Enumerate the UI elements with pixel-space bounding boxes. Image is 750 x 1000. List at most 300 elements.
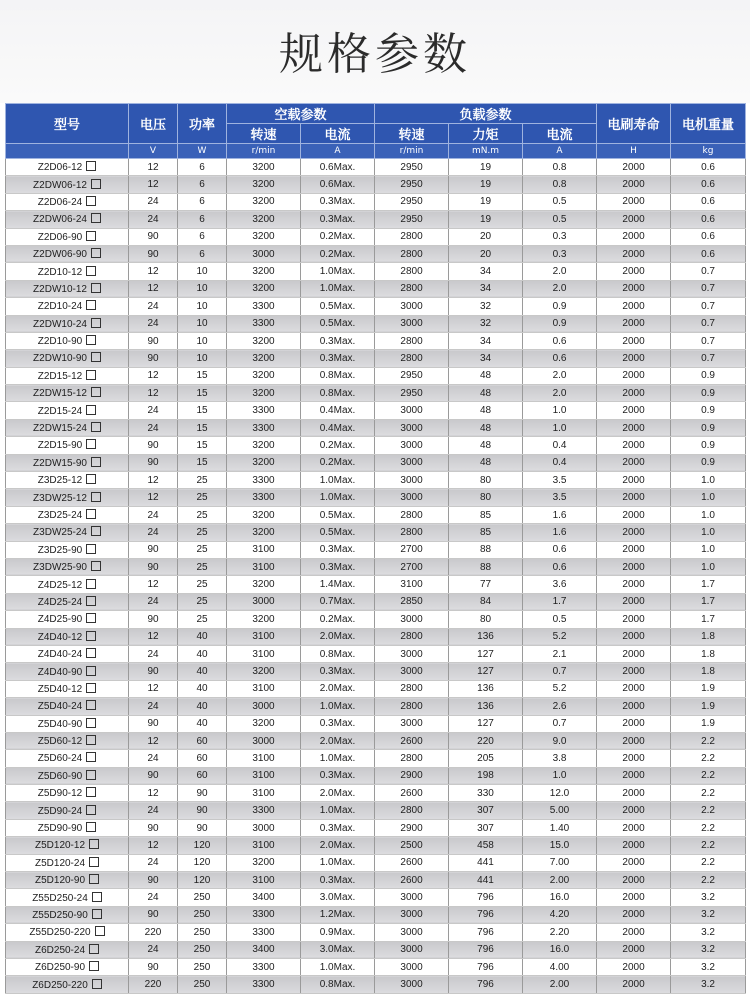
model-text: Z2D10-24 xyxy=(37,301,83,313)
cell-power: 10 xyxy=(178,332,227,349)
cell-load-torque: 458 xyxy=(449,837,523,854)
model-text: Z5D90-90 xyxy=(37,823,83,835)
cell-voltage: 24 xyxy=(129,941,178,958)
cell-voltage: 24 xyxy=(129,524,178,541)
model-text: Z2D06-24 xyxy=(37,196,83,208)
cell-weight: 0.9 xyxy=(671,437,746,454)
cell-brush-life: 2000 xyxy=(597,211,671,228)
cell-brush-life: 2000 xyxy=(597,941,671,958)
cell-no-load-current: 0.3Max. xyxy=(301,332,375,349)
cell-weight: 2.2 xyxy=(671,767,746,784)
cell-power: 6 xyxy=(178,245,227,262)
checkbox-square-icon xyxy=(86,370,96,380)
cell-model xyxy=(6,506,129,523)
table-row xyxy=(6,802,746,819)
cell-load-current: 2.00 xyxy=(523,872,597,889)
table-row xyxy=(6,193,746,210)
cell-load-speed: 3000 xyxy=(375,611,449,628)
cell-weight: 0.6 xyxy=(671,245,746,262)
cell-load-speed: 2800 xyxy=(375,680,449,697)
cell-load-speed: 2800 xyxy=(375,280,449,297)
cell-weight: 2.2 xyxy=(671,785,746,802)
checkbox-square-icon xyxy=(89,857,99,867)
cell-model xyxy=(6,437,129,454)
table-row xyxy=(6,872,746,889)
cell-no-load-current: 1.2Max. xyxy=(301,906,375,923)
cell-load-current: 7.00 xyxy=(523,854,597,871)
model-text: Z4D25-12 xyxy=(37,579,83,591)
checkbox-square-icon xyxy=(86,613,96,623)
cell-voltage: 12 xyxy=(129,576,178,593)
cell-no-load-speed: 3200 xyxy=(227,228,301,245)
cell-voltage: 90 xyxy=(129,715,178,732)
table-row xyxy=(6,663,746,680)
checkbox-square-icon xyxy=(86,735,96,745)
cell-load-torque: 85 xyxy=(449,506,523,523)
cell-load-torque: 48 xyxy=(449,454,523,471)
cell-no-load-speed: 3200 xyxy=(227,854,301,871)
cell-weight: 1.7 xyxy=(671,576,746,593)
cell-brush-life: 2000 xyxy=(597,767,671,784)
cell-brush-life: 2000 xyxy=(597,593,671,610)
model-text: Z2DW10-12 xyxy=(33,283,87,295)
cell-voltage: 12 xyxy=(129,263,178,280)
cell-no-load-current: 0.8Max. xyxy=(301,367,375,384)
cell-power: 40 xyxy=(178,628,227,645)
cell-load-torque: 32 xyxy=(449,298,523,315)
cell-brush-life: 2000 xyxy=(597,367,671,384)
cell-load-torque: 88 xyxy=(449,541,523,558)
model-text: Z3DW25-24 xyxy=(33,527,87,539)
header-load-current: 电流 xyxy=(523,124,597,144)
table-row xyxy=(6,715,746,732)
cell-voltage: 90 xyxy=(129,245,178,262)
checkbox-square-icon xyxy=(95,926,105,936)
cell-load-current: 0.6 xyxy=(523,332,597,349)
cell-load-current: 0.6 xyxy=(523,350,597,367)
cell-load-current: 1.0 xyxy=(523,767,597,784)
cell-weight: 1.0 xyxy=(671,541,746,558)
cell-load-current: 16.0 xyxy=(523,889,597,906)
model-text: Z2D10-90 xyxy=(37,336,83,348)
cell-voltage: 12 xyxy=(129,732,178,749)
cell-load-current: 0.3 xyxy=(523,228,597,245)
checkbox-square-icon xyxy=(86,266,96,276)
cell-weight: 3.2 xyxy=(671,924,746,941)
cell-load-current: 2.0 xyxy=(523,385,597,402)
cell-voltage: 90 xyxy=(129,437,178,454)
cell-power: 25 xyxy=(178,576,227,593)
cell-no-load-current: 0.3Max. xyxy=(301,663,375,680)
header-model: 型号 xyxy=(6,104,129,144)
cell-load-torque: 48 xyxy=(449,367,523,384)
cell-load-current: 0.9 xyxy=(523,298,597,315)
table-row xyxy=(6,280,746,297)
table-row xyxy=(6,628,746,645)
cell-power: 25 xyxy=(178,558,227,575)
cell-power: 25 xyxy=(178,611,227,628)
cell-model xyxy=(6,315,129,332)
checkbox-square-icon xyxy=(86,648,96,658)
model-text: Z3D25-24 xyxy=(37,510,83,521)
model-text: Z2DW06-12 xyxy=(33,179,87,191)
unit-load-current: A xyxy=(523,144,597,159)
cell-power: 10 xyxy=(178,263,227,280)
cell-brush-life: 2000 xyxy=(597,193,671,210)
cell-no-load-current: 0.2Max. xyxy=(301,611,375,628)
cell-load-torque: 796 xyxy=(449,906,523,923)
cell-weight: 1.7 xyxy=(671,611,746,628)
cell-model xyxy=(6,750,129,767)
cell-power: 10 xyxy=(178,298,227,315)
cell-no-load-speed: 3100 xyxy=(227,872,301,889)
table-row xyxy=(6,941,746,958)
cell-load-current: 5.2 xyxy=(523,628,597,645)
cell-load-speed: 2850 xyxy=(375,593,449,610)
cell-power: 25 xyxy=(178,541,227,558)
checkbox-square-icon xyxy=(91,387,101,397)
cell-power: 60 xyxy=(178,767,227,784)
cell-load-torque: 796 xyxy=(449,976,523,993)
cell-voltage: 24 xyxy=(129,750,178,767)
cell-weight: 3.2 xyxy=(671,958,746,975)
cell-weight: 1.0 xyxy=(671,524,746,541)
cell-model xyxy=(6,767,129,784)
cell-no-load-speed: 3200 xyxy=(227,367,301,384)
cell-power: 250 xyxy=(178,906,227,923)
cell-brush-life: 2000 xyxy=(597,385,671,402)
cell-no-load-current: 0.3Max. xyxy=(301,767,375,784)
cell-weight: 0.6 xyxy=(671,159,746,176)
cell-voltage: 220 xyxy=(129,924,178,941)
cell-voltage: 24 xyxy=(129,315,178,332)
cell-no-load-current: 2.0Max. xyxy=(301,785,375,802)
cell-load-torque: 19 xyxy=(449,176,523,193)
cell-brush-life: 2000 xyxy=(597,315,671,332)
cell-model xyxy=(6,698,129,715)
cell-no-load-current: 0.5Max. xyxy=(301,315,375,332)
cell-power: 250 xyxy=(178,924,227,941)
table-row xyxy=(6,437,746,454)
cell-no-load-current: 2.0Max. xyxy=(301,628,375,645)
cell-load-torque: 85 xyxy=(449,524,523,541)
cell-brush-life: 2000 xyxy=(597,176,671,193)
cell-no-load-speed: 3300 xyxy=(227,489,301,506)
cell-voltage: 90 xyxy=(129,350,178,367)
cell-power: 10 xyxy=(178,315,227,332)
cell-load-torque: 88 xyxy=(449,558,523,575)
cell-weight: 1.9 xyxy=(671,698,746,715)
cell-weight: 0.7 xyxy=(671,332,746,349)
cell-model xyxy=(6,159,129,176)
checkbox-square-icon xyxy=(89,961,99,971)
cell-brush-life: 2000 xyxy=(597,611,671,628)
cell-weight: 3.2 xyxy=(671,976,746,993)
cell-power: 6 xyxy=(178,159,227,176)
cell-no-load-current: 0.3Max. xyxy=(301,211,375,228)
cell-load-current: 0.3 xyxy=(523,245,597,262)
cell-power: 15 xyxy=(178,367,227,384)
cell-voltage: 12 xyxy=(129,472,178,489)
cell-power: 40 xyxy=(178,663,227,680)
cell-weight: 0.7 xyxy=(671,280,746,297)
cell-no-load-current: 0.3Max. xyxy=(301,193,375,210)
model-text: Z5D120-12 xyxy=(34,840,86,852)
checkbox-square-icon xyxy=(86,544,96,554)
cell-voltage: 90 xyxy=(129,228,178,245)
cell-power: 90 xyxy=(178,785,227,802)
model-text: Z5D40-24 xyxy=(37,701,83,713)
cell-brush-life: 2000 xyxy=(597,472,671,489)
cell-model xyxy=(6,367,129,384)
cell-no-load-current: 0.9Max. xyxy=(301,924,375,941)
cell-load-torque: 48 xyxy=(449,402,523,419)
cell-power: 15 xyxy=(178,454,227,471)
cell-weight: 1.9 xyxy=(671,715,746,732)
model-text: Z6D250-24 xyxy=(34,944,86,956)
cell-no-load-current: 0.2Max. xyxy=(301,454,375,471)
header-load: 负载参数 xyxy=(375,104,597,124)
cell-no-load-current: 0.8Max. xyxy=(301,976,375,993)
cell-load-current: 0.7 xyxy=(523,663,597,680)
cell-load-torque: 20 xyxy=(449,228,523,245)
model-text: Z2D06-90 xyxy=(37,231,83,243)
cell-model xyxy=(6,976,129,993)
checkbox-square-icon xyxy=(91,179,101,189)
cell-load-torque: 19 xyxy=(449,159,523,176)
cell-no-load-speed: 3200 xyxy=(227,454,301,471)
header-brush-life: 电刷寿命 xyxy=(597,104,671,144)
table-row xyxy=(6,819,746,836)
cell-brush-life: 2000 xyxy=(597,506,671,523)
cell-brush-life: 2000 xyxy=(597,159,671,176)
unit-load-speed: r/min xyxy=(375,144,449,159)
cell-voltage: 12 xyxy=(129,628,178,645)
model-text: Z3DW25-90 xyxy=(33,562,87,574)
cell-brush-life: 2000 xyxy=(597,785,671,802)
cell-load-current: 15.0 xyxy=(523,837,597,854)
cell-no-load-speed: 3100 xyxy=(227,558,301,575)
cell-no-load-speed: 3200 xyxy=(227,280,301,297)
cell-weight: 2.2 xyxy=(671,750,746,767)
table-row xyxy=(6,680,746,697)
model-text: Z5D60-90 xyxy=(37,770,83,782)
header-no-load-speed: 转速 xyxy=(227,124,301,144)
cell-model xyxy=(6,889,129,906)
cell-load-speed: 2800 xyxy=(375,524,449,541)
cell-model xyxy=(6,454,129,471)
cell-power: 250 xyxy=(178,958,227,975)
cell-power: 40 xyxy=(178,698,227,715)
cell-brush-life: 2000 xyxy=(597,332,671,349)
model-text: Z5D60-12 xyxy=(37,736,83,748)
cell-model xyxy=(6,680,129,697)
cell-load-torque: 19 xyxy=(449,193,523,210)
cell-no-load-speed: 3000 xyxy=(227,698,301,715)
cell-no-load-speed: 3400 xyxy=(227,941,301,958)
model-text: Z4D25-24 xyxy=(37,596,83,608)
cell-no-load-speed: 3100 xyxy=(227,837,301,854)
cell-voltage: 12 xyxy=(129,159,178,176)
cell-weight: 0.9 xyxy=(671,402,746,419)
cell-load-speed: 2500 xyxy=(375,837,449,854)
cell-load-torque: 80 xyxy=(449,489,523,506)
cell-load-torque: 127 xyxy=(449,715,523,732)
cell-no-load-current: 1.0Max. xyxy=(301,472,375,489)
cell-voltage: 90 xyxy=(129,958,178,975)
cell-load-speed: 2600 xyxy=(375,854,449,871)
cell-no-load-current: 1.0Max. xyxy=(301,698,375,715)
cell-load-speed: 3000 xyxy=(375,906,449,923)
cell-voltage: 24 xyxy=(129,193,178,210)
cell-no-load-speed: 3200 xyxy=(227,211,301,228)
checkbox-square-icon xyxy=(86,596,96,606)
cell-no-load-current: 0.7Max. xyxy=(301,593,375,610)
cell-load-speed: 2800 xyxy=(375,332,449,349)
cell-load-current: 4.20 xyxy=(523,906,597,923)
cell-model xyxy=(6,211,129,228)
checkbox-square-icon xyxy=(91,422,101,432)
table-row xyxy=(6,593,746,610)
checkbox-square-icon xyxy=(86,405,96,415)
cell-brush-life: 2000 xyxy=(597,732,671,749)
cell-load-speed: 3000 xyxy=(375,645,449,662)
model-text: Z5D60-24 xyxy=(37,753,83,765)
cell-load-torque: 77 xyxy=(449,576,523,593)
table-row xyxy=(6,315,746,332)
cell-no-load-current: 0.2Max. xyxy=(301,245,375,262)
cell-model xyxy=(6,419,129,436)
cell-load-speed: 3000 xyxy=(375,489,449,506)
cell-load-current: 0.9 xyxy=(523,315,597,332)
cell-model xyxy=(6,489,129,506)
cell-load-current: 3.6 xyxy=(523,576,597,593)
cell-voltage: 24 xyxy=(129,419,178,436)
cell-load-current: 16.0 xyxy=(523,941,597,958)
cell-no-load-speed: 3200 xyxy=(227,385,301,402)
cell-no-load-speed: 3100 xyxy=(227,785,301,802)
cell-load-torque: 20 xyxy=(449,245,523,262)
cell-brush-life: 2000 xyxy=(597,280,671,297)
cell-no-load-current: 0.8Max. xyxy=(301,645,375,662)
cell-load-current: 5.2 xyxy=(523,680,597,697)
model-text: Z6D250-90 xyxy=(34,962,86,974)
cell-no-load-current: 0.6Max. xyxy=(301,159,375,176)
checkbox-square-icon xyxy=(86,770,96,780)
header-no-load: 空载参数 xyxy=(227,104,375,124)
table-row xyxy=(6,698,746,715)
cell-model xyxy=(6,837,129,854)
cell-no-load-current: 3.0Max. xyxy=(301,941,375,958)
cell-brush-life: 2000 xyxy=(597,558,671,575)
table-row xyxy=(6,958,746,975)
cell-no-load-current: 1.0Max. xyxy=(301,854,375,871)
cell-voltage: 90 xyxy=(129,558,178,575)
cell-no-load-current: 2.0Max. xyxy=(301,680,375,697)
cell-no-load-speed: 3100 xyxy=(227,645,301,662)
cell-power: 6 xyxy=(178,211,227,228)
cell-load-torque: 127 xyxy=(449,663,523,680)
checkbox-square-icon xyxy=(92,892,102,902)
cell-no-load-speed: 3200 xyxy=(227,524,301,541)
cell-load-current: 5.00 xyxy=(523,802,597,819)
unit-voltage: V xyxy=(129,144,178,159)
cell-power: 250 xyxy=(178,941,227,958)
cell-load-speed: 2800 xyxy=(375,802,449,819)
model-text: Z2D15-90 xyxy=(37,440,83,452)
cell-load-current: 2.0 xyxy=(523,263,597,280)
cell-load-current: 0.8 xyxy=(523,159,597,176)
cell-no-load-speed: 3100 xyxy=(227,767,301,784)
cell-brush-life: 2000 xyxy=(597,541,671,558)
checkbox-square-icon xyxy=(91,283,101,293)
cell-model xyxy=(6,941,129,958)
checkbox-square-icon xyxy=(91,213,101,223)
cell-no-load-speed: 3200 xyxy=(227,437,301,454)
cell-model xyxy=(6,524,129,541)
checkbox-square-icon xyxy=(86,700,96,710)
cell-model xyxy=(6,715,129,732)
cell-load-speed: 2600 xyxy=(375,785,449,802)
table-row xyxy=(6,159,746,176)
cell-power: 15 xyxy=(178,402,227,419)
model-text: Z4D40-12 xyxy=(37,631,83,643)
cell-weight: 1.0 xyxy=(671,506,746,523)
cell-load-current: 2.20 xyxy=(523,924,597,941)
cell-weight: 0.7 xyxy=(671,298,746,315)
cell-model xyxy=(6,576,129,593)
cell-load-torque: 441 xyxy=(449,854,523,871)
header-load-speed: 转速 xyxy=(375,124,449,144)
cell-load-torque: 307 xyxy=(449,819,523,836)
checkbox-square-icon xyxy=(86,718,96,728)
checkbox-square-icon xyxy=(86,631,96,641)
cell-no-load-speed: 3300 xyxy=(227,419,301,436)
cell-model xyxy=(6,645,129,662)
page-title: 规格参数 xyxy=(279,29,471,80)
cell-load-current: 1.0 xyxy=(523,419,597,436)
cell-no-load-current: 1.0Max. xyxy=(301,958,375,975)
cell-power: 40 xyxy=(178,680,227,697)
cell-weight: 0.9 xyxy=(671,419,746,436)
table-row xyxy=(6,889,746,906)
cell-weight: 0.9 xyxy=(671,454,746,471)
cell-power: 6 xyxy=(178,193,227,210)
cell-model xyxy=(6,228,129,245)
cell-voltage: 24 xyxy=(129,298,178,315)
table-row xyxy=(6,419,746,436)
cell-weight: 1.7 xyxy=(671,593,746,610)
model-text: Z5D40-90 xyxy=(37,718,83,730)
model-text: Z2DW15-12 xyxy=(33,388,87,400)
cell-load-speed: 3000 xyxy=(375,941,449,958)
cell-model xyxy=(6,298,129,315)
cell-load-speed: 2950 xyxy=(375,367,449,384)
cell-weight: 1.8 xyxy=(671,645,746,662)
cell-no-load-current: 0.3Max. xyxy=(301,819,375,836)
cell-no-load-speed: 3200 xyxy=(227,263,301,280)
cell-no-load-current: 1.0Max. xyxy=(301,263,375,280)
cell-voltage: 12 xyxy=(129,785,178,802)
cell-load-speed: 3000 xyxy=(375,663,449,680)
cell-load-speed: 3000 xyxy=(375,419,449,436)
cell-load-torque: 84 xyxy=(449,593,523,610)
model-text: Z55D250-220 xyxy=(29,927,91,939)
cell-brush-life: 2000 xyxy=(597,298,671,315)
cell-power: 15 xyxy=(178,385,227,402)
cell-weight: 0.6 xyxy=(671,193,746,210)
cell-load-speed: 2950 xyxy=(375,176,449,193)
